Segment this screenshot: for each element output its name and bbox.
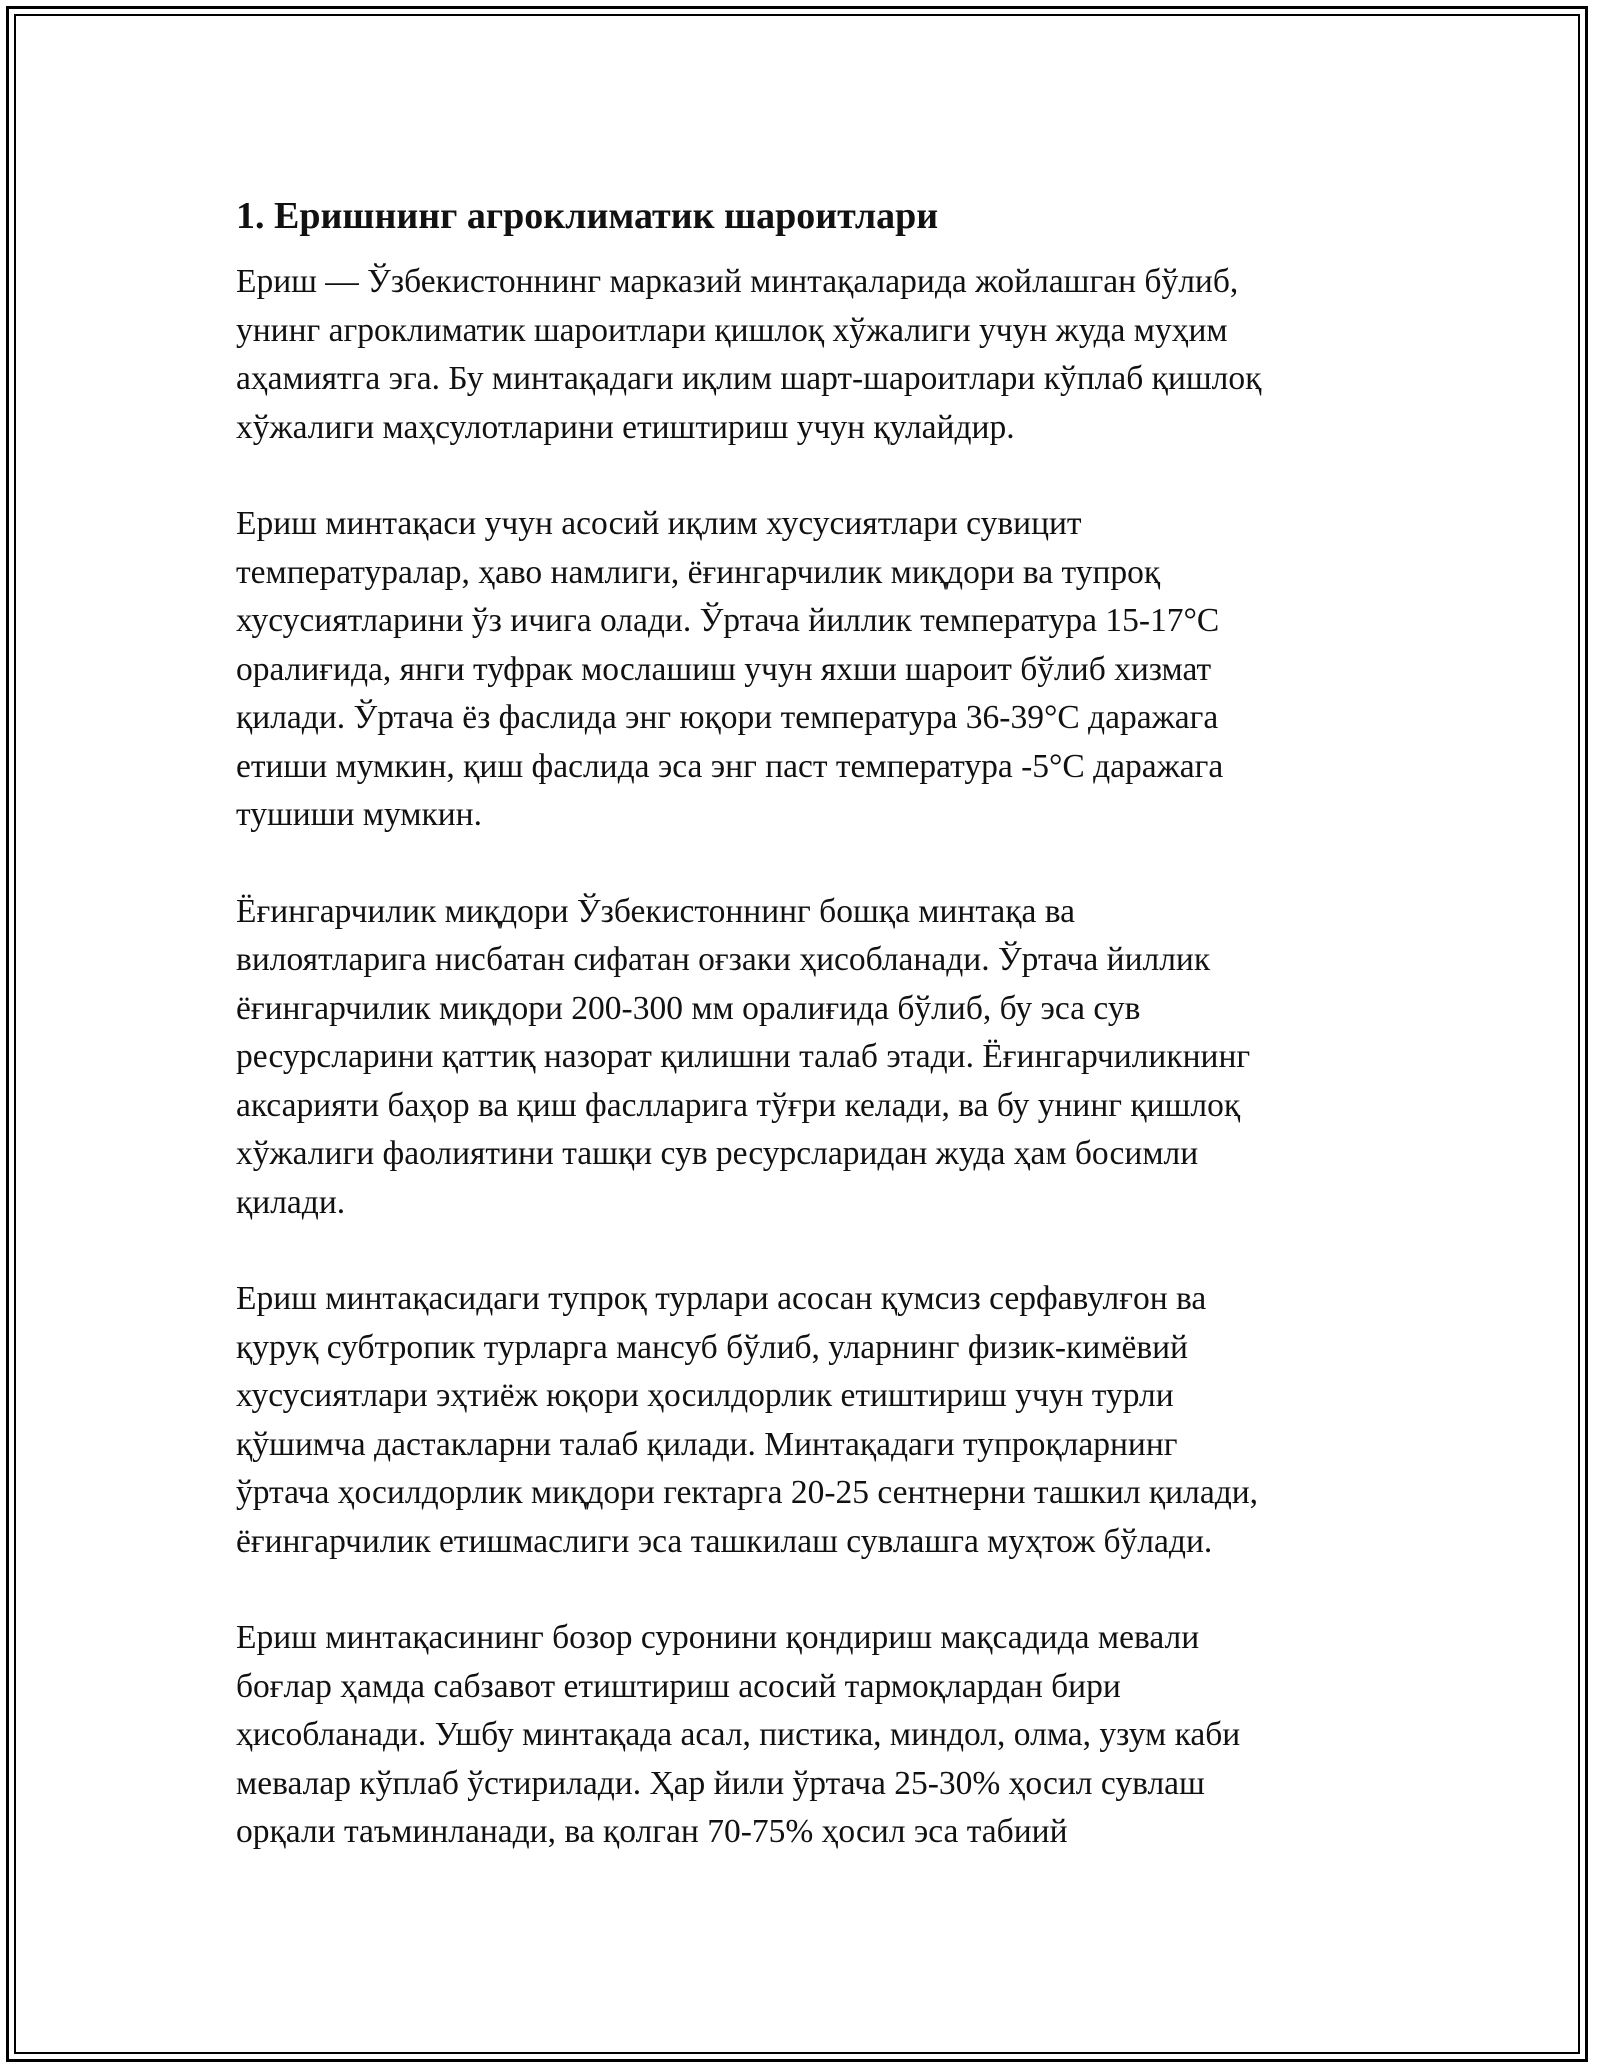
paragraph-line: Ериш минтақаси учун асосий иқлим хусусиятлари сувицит <box>236 505 1082 542</box>
paragraph-line: мевалар кўплаб ўстирилади. Ҳар йили ўртача 25-30% ҳосил сувлаш <box>236 1764 1205 1802</box>
paragraph-line: Ериш минтақасининг бозор суронини қондириш мақсадида мевали <box>236 1619 1200 1656</box>
paragraph-line: боғлар ҳамда сабзавот етиштириш асосий тармоқлардан бири <box>236 1667 1121 1705</box>
paragraph-line: хусусиятларини ўз ичига олади. Ўртача йиллик температура 15-17°C <box>236 602 1220 639</box>
paragraph-line: орқали таъминланади, ва қолган 70-75% ҳосил эса табиий <box>236 1813 1068 1850</box>
paragraph-line: ресурсларини қаттиқ назорат қилишни талаб этади. Ёғингарчиликнинг <box>236 1038 1251 1075</box>
paragraph-line: Ериш — Ўзбекистоннинг марказий минтақаларида жойлашган бўлиб, <box>236 263 1239 300</box>
paragraph <box>236 888 1361 1228</box>
paragraph-line: ёғингарчилик етишмаслиги эса ташкилаш сувлашга муҳтож бўлади. <box>236 1522 1213 1560</box>
paragraph-line: қуруқ субтропик турларга мансуб бўлиб, уларнинг физик-кимёвий <box>236 1328 1188 1366</box>
paragraph <box>236 1275 1361 1566</box>
paragraph-line: оралиғида, янги туфрак мослашиш учун яхши шароит бўлиб хизмат <box>236 650 1212 688</box>
paragraph-line: Ериш минтақасидаги тупроқ турлари асосан қумсиз серфавулғон ва <box>236 1280 1207 1317</box>
paragraph-line: вилоятларига нисбатан сифатан оғзаки ҳисобланади. Ўртача йиллик <box>236 941 1211 978</box>
paragraph-line: ҳисобланади. Ушбу минтақада асал, пистика, миндол, олма, узум каби <box>236 1716 1241 1753</box>
paragraph-line: қилади. Ўртача ёз фаслида энг юқори температура 36-39°C даражага <box>236 699 1219 736</box>
paragraph-line: ёғингарчилик миқдори 200-300 мм оралиғида бўлиб, бу эса сув <box>236 989 1141 1027</box>
paragraph-line: тушиши мумкин. <box>236 796 482 833</box>
paragraph-line: Ёғингарчилик миқдори Ўзбекистоннинг бошқа минтақа ва <box>236 892 1076 930</box>
paragraph-line: унинг агроклиматик шароитлари қишлоқ хўжалиги учун жуда муҳим <box>236 311 1228 349</box>
paragraph-line: хўжалиги фаолиятини ташқи сув ресурсларидан жуда ҳам босимли <box>236 1135 1199 1172</box>
section-title: 1. Еришнинг агроклиматик шароитлари <box>236 195 939 237</box>
paragraph-line: хўжалиги маҳсулотларини етиштириш учун қулайдир. <box>236 408 1015 446</box>
paragraph-line: хусусиятлари эҳтиёж юқори ҳосилдорлик етиштириш учун турли <box>236 1377 1174 1414</box>
paragraph <box>236 258 1361 452</box>
document-body <box>236 192 1361 1905</box>
paragraph-line: етиши мумкин, қиш фаслида эса энг паст температура -5°C даражага <box>236 747 1224 785</box>
paragraph-line: қилади. <box>236 1183 346 1221</box>
paragraph-line: қўшимча дастакларни талаб қилади. Минтақадаги тупроқларнинг <box>236 1425 1178 1463</box>
paragraph-line: ўртача ҳосилдорлик миқдори гектарга 20-25 сентнерни ташкил қилади, <box>236 1474 1259 1511</box>
paragraph-list <box>236 258 1361 1857</box>
paragraph <box>236 1614 1361 1857</box>
paragraph-line: аҳамиятга эга. Бу минтақадаги иқлим шарт-шароитлари кўплаб қишлоқ <box>236 360 1262 397</box>
paragraph-line: температуралар, ҳаво намлиги, ёғингарчилик миқдори ва тупроқ <box>236 553 1161 591</box>
paragraph <box>236 500 1361 840</box>
paragraph-line: аксарияти баҳор ва қиш фаслларига тўғри келади, ва бу унинг қишлоқ <box>236 1086 1241 1124</box>
